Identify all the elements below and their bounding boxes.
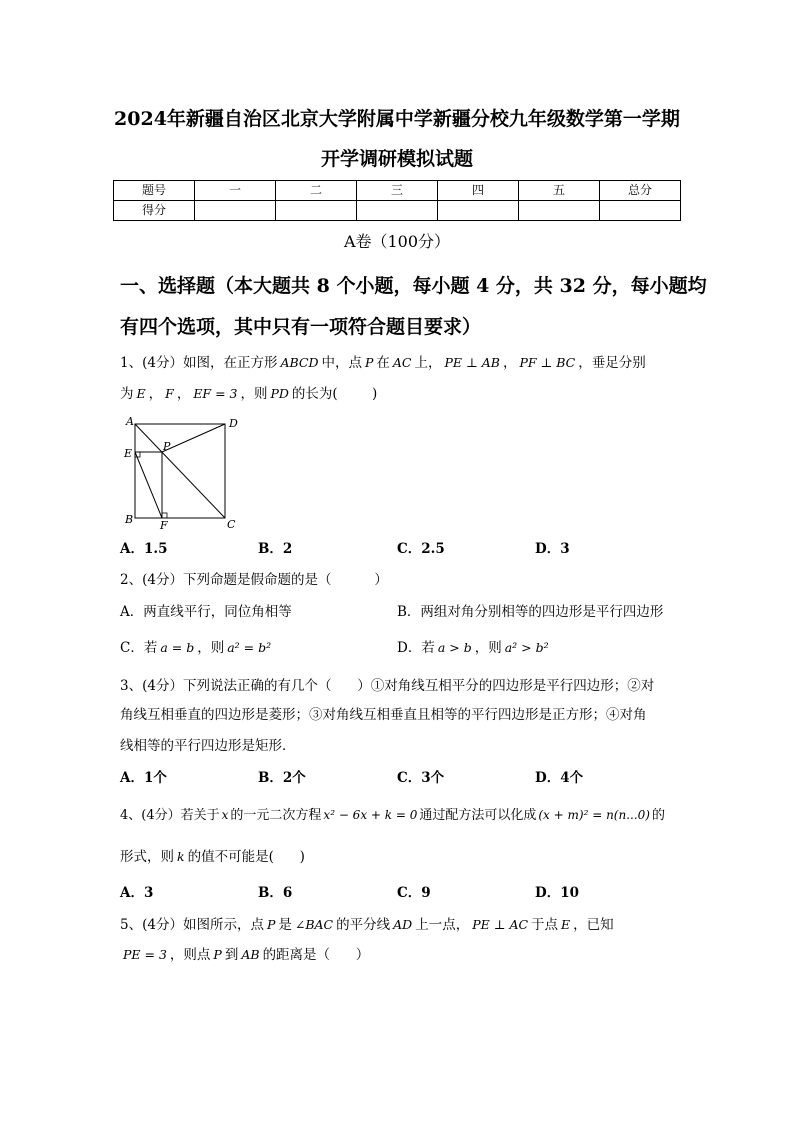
q4-text: 4、(4分）若关于 (120, 808, 220, 823)
label-d: D (229, 417, 238, 430)
q4-option-c: C．9 (397, 885, 431, 901)
score-table (113, 180, 681, 221)
q1-option-d: D．3 (535, 541, 570, 557)
q1-square-figure (120, 412, 245, 534)
q2-text: ，则 (474, 640, 502, 656)
q2-option-d (397, 639, 552, 661)
q5-text: 的距离是（ ） (262, 947, 370, 963)
segment-pd (162, 424, 225, 452)
q3-line-2: 角线互相垂直的四边形是菱形；③对角线互相垂直且相等的平行四边形是正方形；④对角 (120, 707, 647, 723)
score-header-cell: 二 (276, 181, 357, 201)
score-header-cell: 四 (438, 181, 519, 201)
q5-math: PE ⊥ AC (472, 917, 529, 932)
q5-text: 是 (278, 917, 292, 933)
label-c: C (227, 518, 236, 531)
q1-text: ， (176, 386, 191, 402)
q4-math: x (221, 808, 229, 822)
q5-text: 到 (224, 947, 239, 963)
q1-text: 为 (120, 386, 134, 402)
score-header-cell: 总分 (600, 181, 681, 201)
q1-line-2 (120, 385, 377, 407)
q3-option-a: A．1个 (120, 770, 167, 786)
q1-math: PF ⊥ BC (519, 355, 576, 370)
right-angle-mark-f (162, 513, 167, 518)
q3-line-1: 3、(4分）下列说法正确的有几个（ ）①对角线互相平分的四边形是平行四边形；②对 (120, 678, 655, 694)
q2-stem: 2、(4分）下列命题是假命题的是（ ） (120, 572, 388, 588)
score-header-cell: 一 (195, 181, 276, 201)
score-cell (276, 201, 357, 221)
q1-math: P (364, 355, 374, 370)
score-cell (519, 201, 600, 221)
q3-option-b: B．2个 (258, 770, 306, 786)
q4-math: k (177, 849, 185, 864)
section-heading-line-1: 一、选择题（本大题共 8 个小题，每小题 4 分，共 32 分，每小题均 (120, 275, 707, 297)
score-header-cell: 五 (519, 181, 600, 201)
q4-text: 通过配方法可以化成 (419, 808, 537, 823)
q4-option-a: A．3 (120, 885, 154, 901)
score-header-cell: 题号 (114, 181, 195, 201)
q4-text: 形式，则 (120, 849, 174, 865)
q5-math: P (213, 947, 222, 962)
q4-math: (x + m)² = n(n...0) (538, 808, 650, 822)
score-cell (195, 201, 276, 221)
label-a: A (126, 415, 134, 428)
q4-text: 的 (651, 808, 665, 823)
q1-option-b: B．2 (258, 541, 293, 557)
label-b: B (125, 513, 134, 526)
q1-option-a: A．1.5 (120, 541, 168, 557)
q5-text: ，已知 (573, 917, 614, 933)
q1-text: 中，点 (321, 355, 362, 371)
q5-math: E (561, 917, 571, 932)
label-e: E (124, 447, 133, 460)
q4-line-1 (120, 806, 665, 828)
q1-text: ，垂足分别 (578, 355, 646, 371)
q1-text: ， (148, 386, 163, 402)
q4-option-b: B．6 (258, 885, 293, 901)
score-cell (438, 201, 519, 221)
diagonal-ac (135, 424, 225, 518)
q2-math: a = b (160, 640, 195, 655)
q5-math: ∠BAC (294, 917, 334, 932)
q4-option-d: D．10 (535, 885, 579, 901)
q1-text: 在 (376, 355, 390, 371)
q1-text: 的长为( ) (291, 386, 378, 402)
q5-math: AD (393, 917, 413, 932)
label-p: P (163, 440, 171, 453)
q3-option-c: C．3个 (397, 770, 445, 786)
q5-line-1 (120, 916, 614, 938)
section-heading-line-2: 有四个选项，其中只有一项符合题目要求） (120, 316, 482, 338)
score-row-label: 得分 (114, 201, 195, 221)
q5-math: PE = 3 (123, 947, 167, 962)
q1-math: PE ⊥ AB (444, 355, 500, 370)
q3-option-d: D．4个 (535, 770, 584, 786)
q5-text: 上一点， (415, 917, 470, 933)
q1-math: F (165, 386, 174, 401)
q5-text: ，则点 (169, 947, 211, 963)
q1-math: ABCD (280, 355, 319, 370)
label-f: F (160, 519, 168, 532)
q5-text: 的平分线 (336, 917, 391, 933)
q5-text: 5、(4分）如图所示，点 (120, 917, 264, 933)
q4-math: x² − 6x + k = 0 (323, 808, 418, 822)
q1-math: PD (270, 386, 289, 401)
q2-math: a > b (437, 640, 472, 655)
q5-math: P (266, 917, 276, 932)
score-cell (600, 201, 681, 221)
segment-ef (135, 452, 162, 518)
q1-line-1 (120, 354, 646, 376)
title-line-1: 2024年新疆自治区北京大学附属中学新疆分校九年级数学第一学期 (114, 108, 680, 130)
q3-line-3: 线相等的平行四边形是矩形． (120, 738, 296, 754)
q1-text: ，则 (240, 386, 268, 402)
q1-math: EF = 3 (193, 386, 238, 401)
q2-math: a² = b² (227, 640, 272, 655)
q1-math: AC (392, 355, 412, 370)
q5-math: AB (241, 947, 260, 962)
q4-text: 的一元二次方程 (230, 808, 322, 823)
q2-option-a: A．两直线平行，同位角相等 (120, 604, 292, 620)
title-line-2: 开学调研模拟试题 (320, 148, 473, 170)
q1-math: E (136, 386, 146, 401)
q2-option-c (120, 639, 274, 661)
q2-math: a² > b² (504, 640, 549, 655)
score-table-header-row (114, 181, 681, 201)
score-table-score-row (114, 201, 681, 221)
q2-option-b: B．两组对角分别相等的四边形是平行四边形 (397, 604, 664, 620)
q1-option-c: C．2.5 (397, 541, 445, 557)
q2-text: C．若 (120, 640, 158, 656)
q2-text: D．若 (397, 640, 435, 656)
q1-text: 上， (414, 355, 442, 371)
q5-text: 于点 (531, 917, 559, 933)
q2-text: ，则 (197, 640, 225, 656)
q4-text: 的值不可能是( ) (187, 849, 305, 865)
score-cell (357, 201, 438, 221)
q5-line-2 (120, 946, 369, 968)
score-header-cell: 三 (357, 181, 438, 201)
q4-line-2 (120, 848, 305, 870)
q1-text: ， (502, 355, 517, 371)
volume-title: A卷（100分） (343, 232, 451, 251)
q1-text: 1、(4分）如图，在正方形 (120, 355, 278, 371)
